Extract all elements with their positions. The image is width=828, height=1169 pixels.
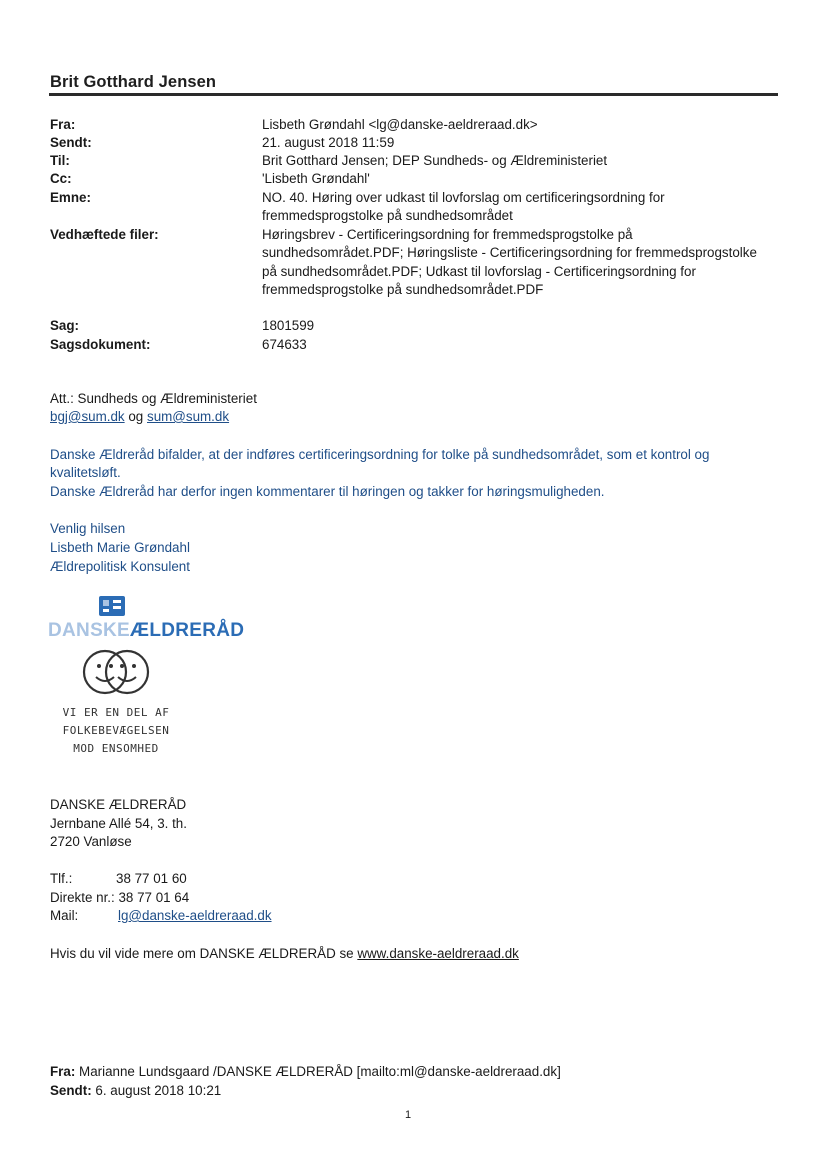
forwarded-sent-label: Sendt:: [50, 1083, 92, 1098]
header-value-sent: 21. august 2018 11:59: [262, 135, 395, 150]
forwarded-sent-value: 6. august 2018 10:21: [95, 1083, 222, 1098]
address-line-2: Jernbane Allé 54, 3. th.: [50, 816, 187, 831]
header-label-attachments: Vedhæftede filer:: [50, 227, 159, 242]
header-label-case-document: Sagsdokument:: [50, 337, 151, 352]
signoff-name: Lisbeth Marie Grøndahl: [50, 540, 190, 555]
email-link-bgj[interactable]: bgj@sum.dk: [50, 409, 125, 424]
logo-wordmark: [48, 620, 244, 642]
header-label-sent: Sendt:: [50, 135, 92, 150]
header-value-from: Lisbeth Grøndahl <lg@danske-aeldreraad.dk>: [262, 117, 538, 132]
signoff-title: Ældrepolitisk Konsulent: [50, 559, 190, 574]
sender-name: Brit Gotthard Jensen: [50, 73, 217, 91]
header-label-cc: Cc:: [50, 171, 72, 186]
logo-word-aeldreraad: ÆLDRERÅD: [130, 620, 245, 641]
header-value-to: Brit Gotthard Jensen; DEP Sundheds- og Ældreministeriet: [262, 153, 608, 168]
smiley-faces-icon: [80, 648, 152, 696]
header-label-to: Til:: [50, 153, 70, 168]
attention-og: og: [128, 409, 144, 424]
website-prefix: Hvis du vil vide mere om DANSKE ÆLDRERÅD se: [50, 946, 354, 961]
body-line-2: kvalitetsløft.: [50, 465, 121, 480]
signoff-greeting: Venlig hilsen: [50, 521, 126, 536]
slogan-line-1: VI ER EN DEL AF: [62, 706, 170, 719]
mail-link[interactable]: lg@danske-aeldreraad.dk: [118, 908, 272, 923]
email-link-sum[interactable]: sum@sum.dk: [147, 409, 230, 424]
direct-phone: Direkte nr.: 38 77 01 64: [50, 890, 190, 905]
attachments-line-2: sundhedsområdet.PDF; Høringsliste - Certificeringsordning for fremmedsprogstolke: [262, 245, 757, 260]
slogan-line-2: FOLKEBEVÆGELSEN: [62, 724, 170, 737]
phone-value: 38 77 01 60: [116, 871, 187, 886]
header-value-case-document: 674633: [262, 337, 307, 352]
mail-label: Mail:: [50, 908, 79, 923]
forwarded-from-value: Marianne Lundsgaard /DANSKE ÆLDRERÅD [mailto:ml@danske-aeldreraad.dk]: [79, 1064, 561, 1079]
attention-line: Att.: Sundheds og Ældreministeriet: [50, 391, 257, 406]
website-link[interactable]: www.danske-aeldreraad.dk: [357, 946, 519, 961]
logo-word-danske: DANSKE: [48, 620, 131, 641]
header-label-case: Sag:: [50, 318, 80, 333]
page-number: 1: [405, 1109, 412, 1121]
forwarded-from-label: Fra:: [50, 1064, 76, 1079]
attachments-line-3: på sundhedsområdet.PDF; Udkast til lovforslag - Certificeringsordning for: [262, 264, 696, 279]
body-line-3: Danske Ældreråd har derfor ingen kommentarer til høringen og takker for høringsmuligheden.: [50, 484, 605, 499]
attention-emails: [50, 408, 229, 427]
header-value-case: 1801599: [262, 318, 315, 333]
header-label-subject: Emne:: [50, 190, 91, 205]
header-rule: [49, 93, 778, 96]
forwarded-from: [50, 1063, 810, 1082]
attachments-line-4: fremmedsprogstolke på sundhedsområdet.PDF: [262, 282, 544, 297]
website-line: [50, 945, 810, 964]
header-value-subject-line-2: fremmedsprogstolke på sundhedsområdet: [262, 208, 513, 223]
logo-slogan: [60, 704, 172, 758]
attachments-line-1: Høringsbrev - Certificeringsordning for fremmedsprogstolke på: [262, 227, 633, 242]
phone-label: Tlf.:: [50, 871, 73, 886]
body-line-1: Danske Ældreråd bifalder, at der indføres certificeringsordning for tolke på sundhedsområdet, som et kontrol og: [50, 447, 710, 462]
address-line-1: DANSKE ÆLDRERÅD: [50, 797, 187, 812]
logo-emblem-icon: [98, 594, 126, 618]
header-value-cc: 'Lisbeth Grøndahl': [262, 171, 370, 186]
slogan-line-3: MOD ENSOMHED: [73, 742, 159, 755]
header-label-from: Fra:: [50, 117, 76, 132]
forwarded-sent: [50, 1082, 221, 1101]
address-line-3: 2720 Vanløse: [50, 834, 132, 849]
header-value-subject-line-1: NO. 40. Høring over udkast til lovforslag om certificeringsordning for: [262, 190, 665, 205]
